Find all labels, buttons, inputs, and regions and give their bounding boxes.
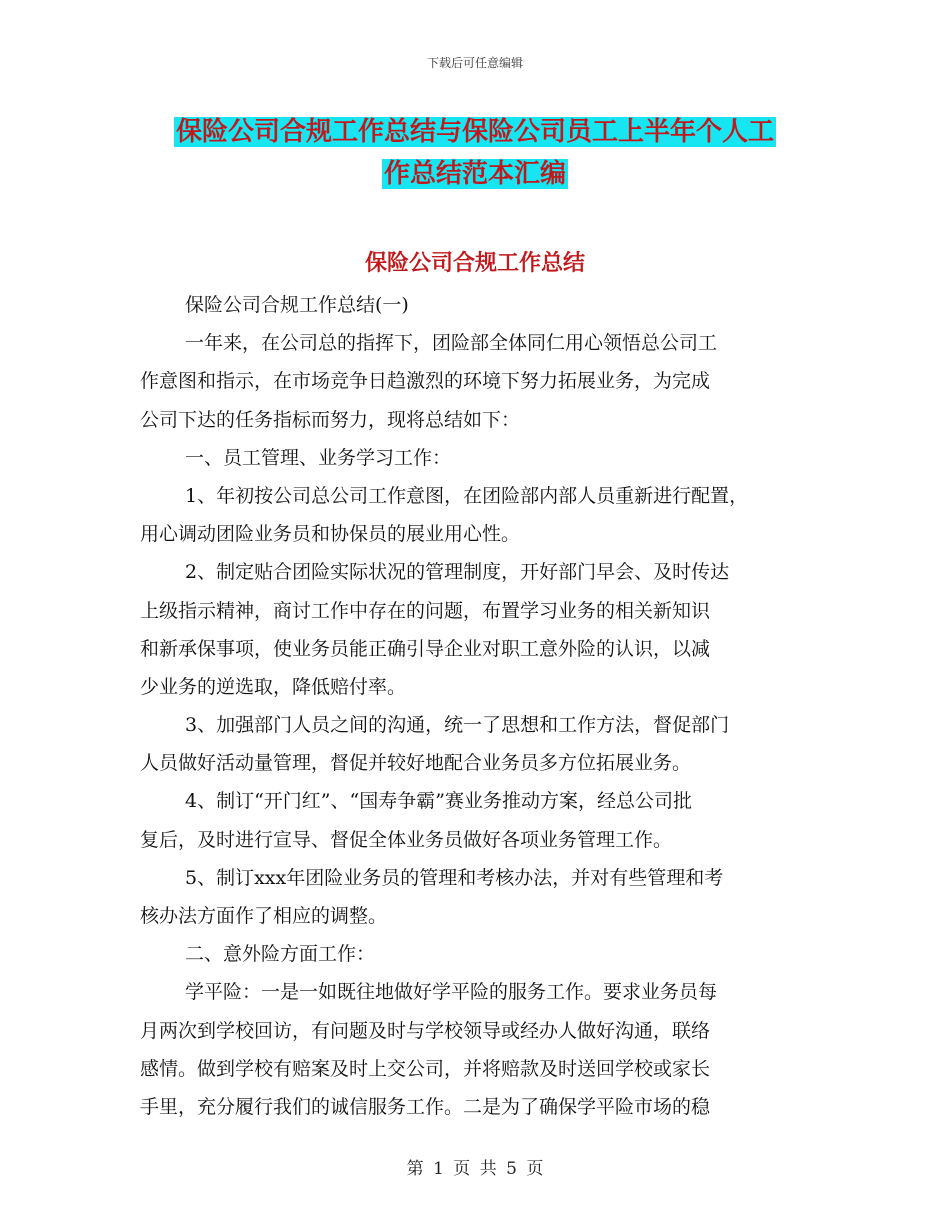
page-number: 第 1 页 共 5 页 — [406, 1159, 544, 1179]
paragraph-line: 用心调动团险业务员和协保员的展业用心性。 — [140, 523, 521, 546]
paragraph-line: 少业务的逆选取，降低赔付率。 — [140, 675, 407, 698]
paragraph-line: 复后，及时进行宣导、督促全体业务员做好各项业务管理工作。 — [140, 828, 673, 851]
paragraph-line: 2、制定贴合团险实际状况的管理制度，开好部门早会、及时传达 — [185, 561, 730, 584]
paragraph-line: 和新承保事项，使业务员能正确引导企业对职工意外险的认识，以减 — [140, 637, 711, 660]
paragraph-line: 公司下达的任务指标而努力，现将总结如下： — [140, 408, 521, 431]
paragraph-line: 一年来，在公司总的指挥下，团险部全体同仁用心领悟总公司工 — [185, 332, 718, 355]
document-title-text-2: 作总结范本汇编 — [383, 159, 566, 189]
body-text — [140, 286, 820, 1126]
paragraph-line: 感情。做到学校有赔案及时上交公司，并将赔款及时送回学校或家长 — [140, 1057, 711, 1080]
section-heading: 保险公司合规工作总结 — [364, 250, 585, 276]
paragraph-line: 二、意外险方面工作： — [185, 943, 376, 966]
paragraph-line: 核办法方面作了相应的调整。 — [140, 905, 388, 927]
paragraph-line: 上级指示精神，商讨工作中存在的问题，布置学习业务的相关新知识 — [140, 599, 711, 622]
paragraph-line: 一、员工管理、业务学习工作： — [185, 446, 452, 469]
paragraph-line: 1、年初按公司总公司工作意图，在团险部内部人员重新进行配置， — [185, 484, 749, 507]
paragraph-line: 手里，充分履行我们的诚信服务工作。二是为了确保学平险市场的稳 — [140, 1095, 711, 1118]
page-header-note: 下载后可任意编辑 — [426, 56, 523, 70]
paragraph-line: 3、加强部门人员之间的沟通，统一了思想和工作方法，督促部门 — [185, 714, 730, 737]
paragraph-line: 5、制订xxx年团险业务员的管理和考核办法，并对有些管理和考 — [185, 866, 724, 889]
paragraph-line: 人员做好活动量管理，督促并较好地配合业务员多方位拓展业务。 — [140, 752, 692, 775]
document-title-line-2 — [0, 152, 950, 196]
paragraph-line: 保险公司合规工作总结(一) — [185, 294, 409, 316]
document-title-text-1: 保险公司合规工作总结与保险公司员工上半年个人工 — [175, 117, 774, 147]
paragraph-line: 学平险：一是一如既往地做好学平险的服务工作。要求业务员每 — [185, 981, 718, 1004]
document-title-line-1 — [0, 110, 950, 154]
paragraph-line: 月两次到学校回访，有问题及时与学校领导或经办人做好沟通，联络 — [140, 1019, 711, 1042]
paragraph-line: 作意图和指示，在市场竞争日趋激烈的环境下努力拓展业务，为完成 — [140, 370, 711, 393]
paragraph-line: 4、制订“开门红”、“国寿争霸”赛业务推动方案，经总公司批 — [185, 790, 692, 813]
